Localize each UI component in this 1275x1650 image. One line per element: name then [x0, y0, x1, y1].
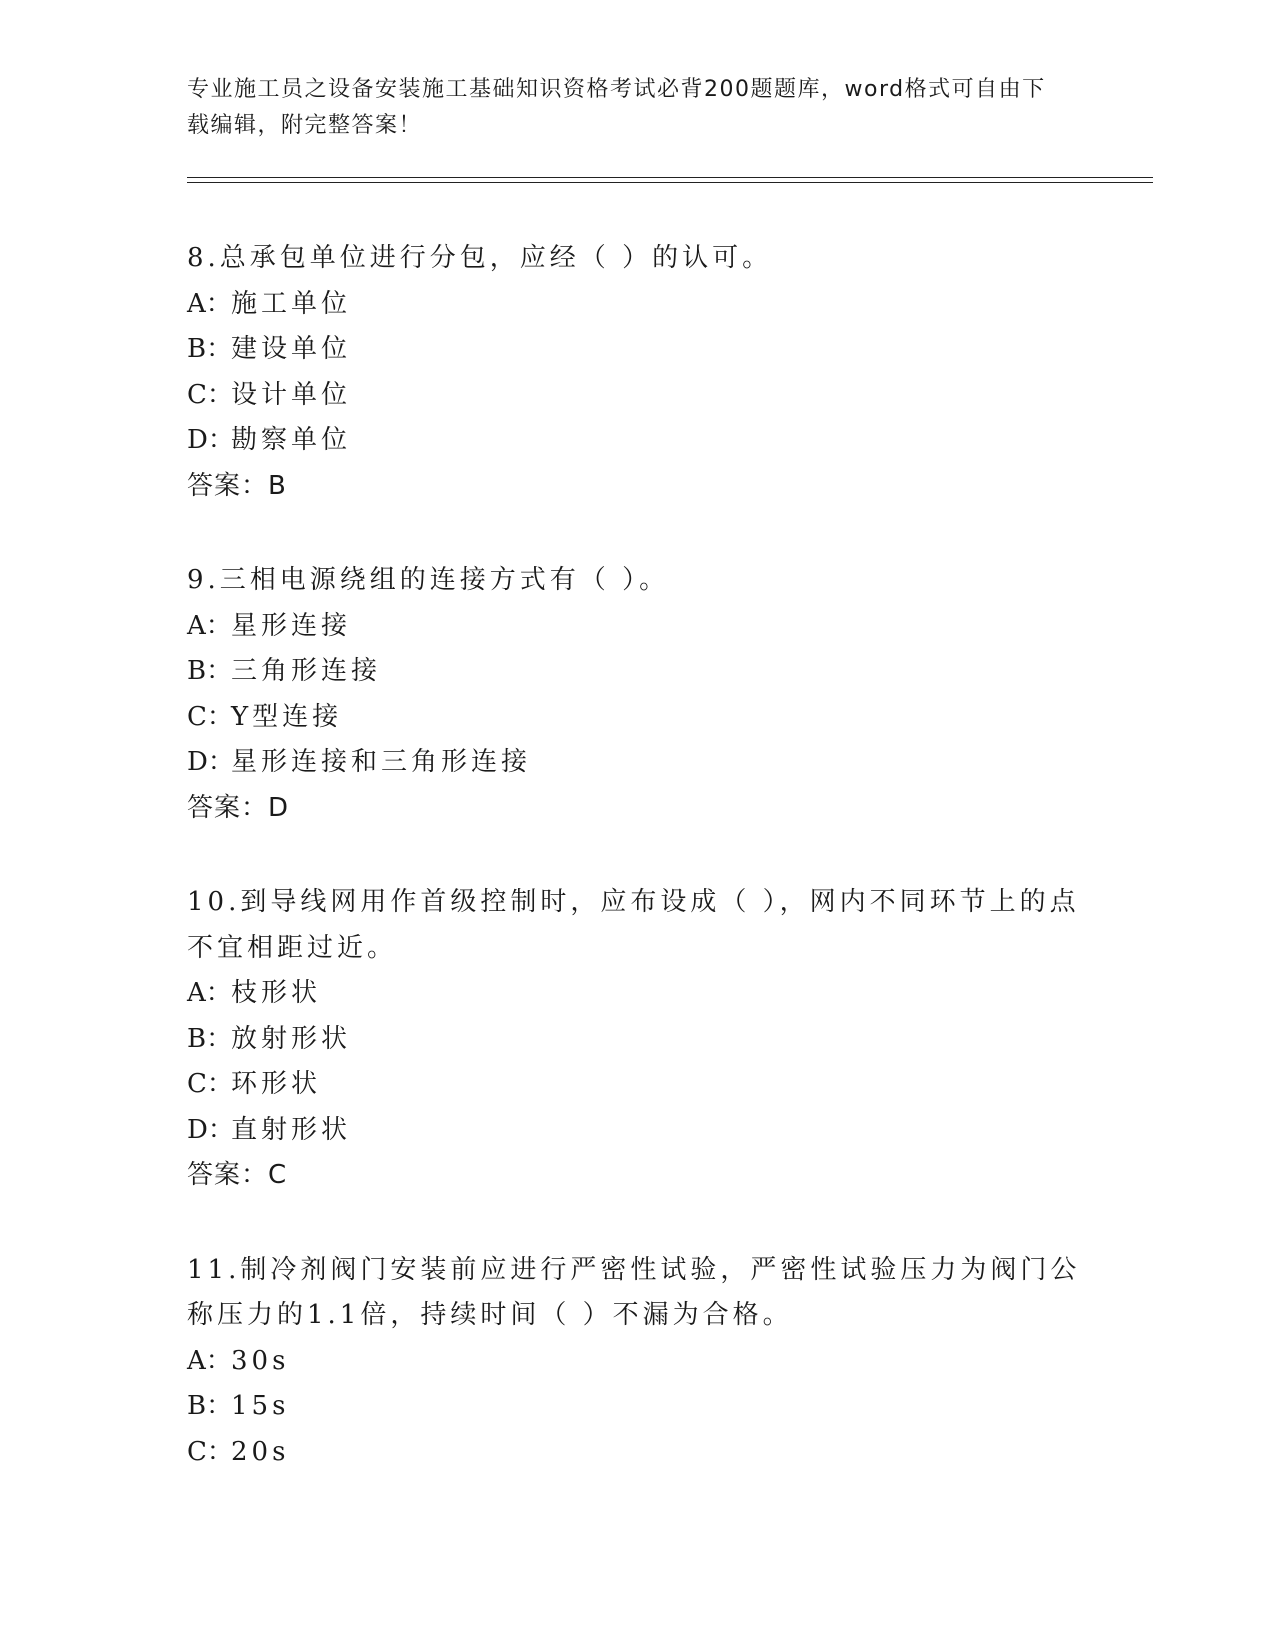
option-text: Y型连接 — [231, 701, 343, 732]
option-text: 30s — [231, 1345, 290, 1376]
option-row — [187, 1017, 1087, 1063]
option-text: 建设单位 — [231, 334, 352, 364]
option-letter: B： — [187, 1023, 233, 1054]
option-letter: C： — [187, 1069, 233, 1099]
option-row — [187, 1108, 1087, 1154]
option-row — [187, 1339, 1087, 1385]
option-row — [187, 971, 1087, 1017]
question-list — [187, 236, 1087, 1524]
option-text: 星形连接和三角形连接 — [231, 747, 532, 777]
option-text: 20s — [231, 1436, 290, 1467]
option-text: 直射形状 — [231, 1114, 352, 1145]
option-letter: B： — [187, 334, 233, 364]
answer-text: 答案：D — [187, 792, 290, 823]
option-text: 勘察单位 — [231, 425, 352, 455]
option-row — [187, 327, 1087, 373]
document-title: 专业施工员之设备安装施工基础知识资格考试必背200题题库，word格式可自由下载编辑，附完整答案！ — [187, 77, 1046, 138]
option-letter: D： — [187, 1114, 234, 1145]
option-row — [187, 649, 1087, 695]
option-letter: A： — [187, 1345, 232, 1376]
option-letter: C： — [187, 701, 233, 732]
option-row — [187, 1384, 1087, 1430]
option-row — [187, 695, 1087, 741]
option-letter: A： — [187, 610, 232, 641]
question-text: 10.到导线网用作首级控制时，应布设成（ ），网内不同环节上的点不宜相距过近。 — [187, 887, 1080, 963]
option-letter: B： — [187, 656, 233, 686]
option-text: 施工单位 — [231, 288, 352, 319]
option-text: 枝形状 — [231, 978, 322, 1008]
document-header — [187, 72, 1067, 144]
option-letter: B： — [187, 1391, 233, 1421]
option-letter: C： — [187, 1436, 233, 1467]
question-block — [187, 558, 1087, 831]
header-divider-top — [187, 177, 1153, 178]
question-text: 11.制冷剂阀门安装前应进行严密性试验，严密性试验压力为阀门公称压力的1.1倍，持续时间（ ）不漏为合格。 — [187, 1254, 1081, 1330]
option-row — [187, 373, 1087, 419]
option-row — [187, 740, 1087, 786]
option-letter: D： — [187, 425, 234, 455]
option-row — [187, 1062, 1087, 1108]
question-block — [187, 1248, 1087, 1476]
option-row — [187, 1430, 1087, 1476]
option-text: 星形连接 — [231, 610, 352, 641]
option-text: 三角形连接 — [231, 656, 382, 686]
question-text: 9.三相电源绕组的连接方式有（ ）。 — [187, 565, 670, 595]
option-text: 放射形状 — [231, 1023, 352, 1054]
question-block — [187, 236, 1087, 509]
option-letter: D： — [187, 747, 234, 777]
option-letter: A： — [187, 288, 232, 319]
question-text: 8.总承包单位进行分包，应经（ ）的认可。 — [187, 243, 773, 273]
option-letter: C： — [187, 379, 233, 410]
answer-text: 答案：C — [187, 1160, 288, 1190]
option-row — [187, 604, 1087, 650]
option-letter: A： — [187, 978, 232, 1008]
option-text: 环形状 — [231, 1069, 322, 1099]
option-row — [187, 282, 1087, 328]
option-text: 设计单位 — [231, 379, 352, 410]
option-text: 15s — [231, 1391, 290, 1421]
header-divider-bottom — [187, 182, 1153, 183]
option-row — [187, 418, 1087, 464]
answer-text: 答案：B — [187, 470, 287, 501]
question-block — [187, 880, 1087, 1199]
